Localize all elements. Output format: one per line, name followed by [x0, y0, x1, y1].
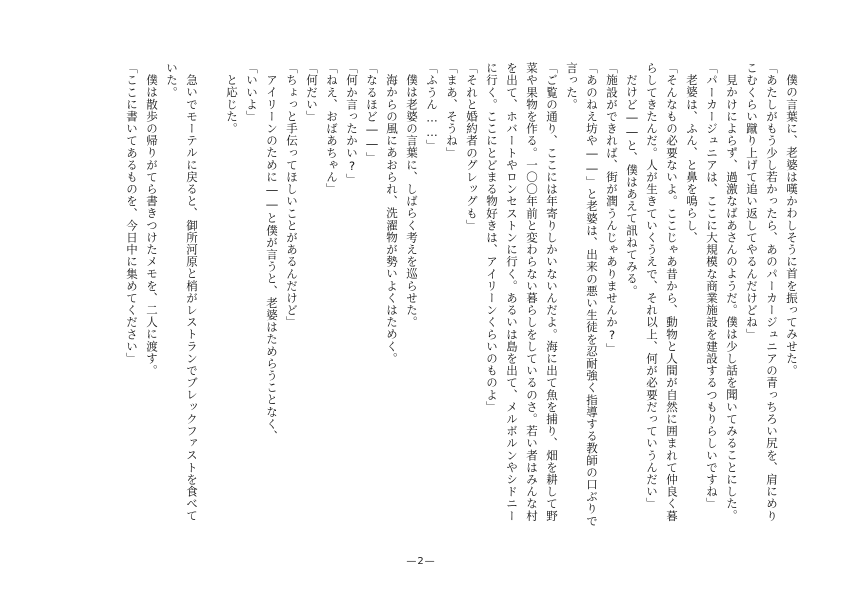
- paragraph: と応じた。: [225, 73, 239, 134]
- paragraph: 「ねえ、おばあちゃん」: [325, 62, 339, 196]
- paragraph: 「パーカージュニアは、ここに大規模な商業施設を建設するつもりらしいですね」: [705, 62, 719, 510]
- paragraph: 僕は散歩の帰りがてら書きつけたメモを、二人に渡す。: [145, 73, 159, 376]
- paragraph: 老婆は、ふん、と鼻を鳴らし、: [685, 73, 699, 243]
- paragraph: 「なるほど――」: [365, 62, 379, 164]
- paragraph: 「いいよ」: [245, 62, 259, 123]
- paragraph: 「施設ができれば、街が潤うんじゃありませんか?」: [605, 62, 619, 355]
- paragraph: 「ご覧の通り、ここには年寄りしかいないんだよ。海に出て魚を捕り、畑を耕して野菜や果物を作る。一〇〇年前と変わらない暮らしをしているのさ。若い者はみんな村を出て、ホバートやロンセストンに行く。あるいは島を出て、メルボルンやシドニーに行く。ここにとどまる物好きは、アイリーンくらいのものよ」: [485, 62, 559, 522]
- paragraph: 「何だい」: [305, 62, 319, 123]
- paragraph: 急いでモーテルに戻ると、御所河原と梢がレストランでブレックファストを食べていた。: [165, 62, 199, 522]
- paragraph: 「あのねえ坊や――」と老婆は、出来の悪い生徒を忍耐強く指導する教師の口ぶりで言った。: [565, 62, 599, 527]
- paragraph: 「あたしがもう少し若かったら、あのパーカージュニアの青っちろい尻を、肩にめりこむくらい蹴り上げて追い返してやるんだけどね」: [745, 62, 779, 522]
- paragraph: だけど――と、僕はあえて訊ねてみる。: [625, 73, 639, 297]
- paragraph: アイリーンのために――と僕が言うと、老婆はためらうことなく、: [265, 73, 279, 442]
- paragraph: 「それと婚約者のグレッグも」: [465, 62, 479, 232]
- paragraph: 「ちょっと手伝ってほしいことがあるんだけど」: [285, 62, 299, 329]
- vertical-text-body: [62, 62, 802, 532]
- paragraph: 「まあ、そうね」: [445, 62, 459, 159]
- paragraph: 「何か言ったかい?」: [345, 62, 359, 186]
- blank-line: [202, 62, 222, 532]
- paragraph: 「ここに書いてあるものを、今日中に集めてください」: [125, 62, 139, 365]
- paragraph: 僕は老婆の言葉に、しばらく考えを巡らせた。: [405, 73, 419, 328]
- paragraph: 「ふうん……」: [425, 62, 439, 152]
- paragraph: 海からの風にあおられ、洗濯物が勢いよくはためく。: [385, 73, 399, 364]
- paragraph: 「そんなもの必要ないよ。ここじゃあ昔から、動物と人間が自然に囲まれて仲良く暮らしてきたんだ。人が生きていくうえで、それ以上、何が必要だっていうんだい」: [645, 62, 679, 522]
- paragraph: 見かけによらず、過激なばあさんのようだ。僕は少し話を聞いてみることにした。: [725, 73, 739, 522]
- page-number: —2—: [406, 556, 436, 567]
- paragraph: 僕の言葉に、老婆は嘆かわしそうに首を振ってみせた。: [785, 73, 799, 376]
